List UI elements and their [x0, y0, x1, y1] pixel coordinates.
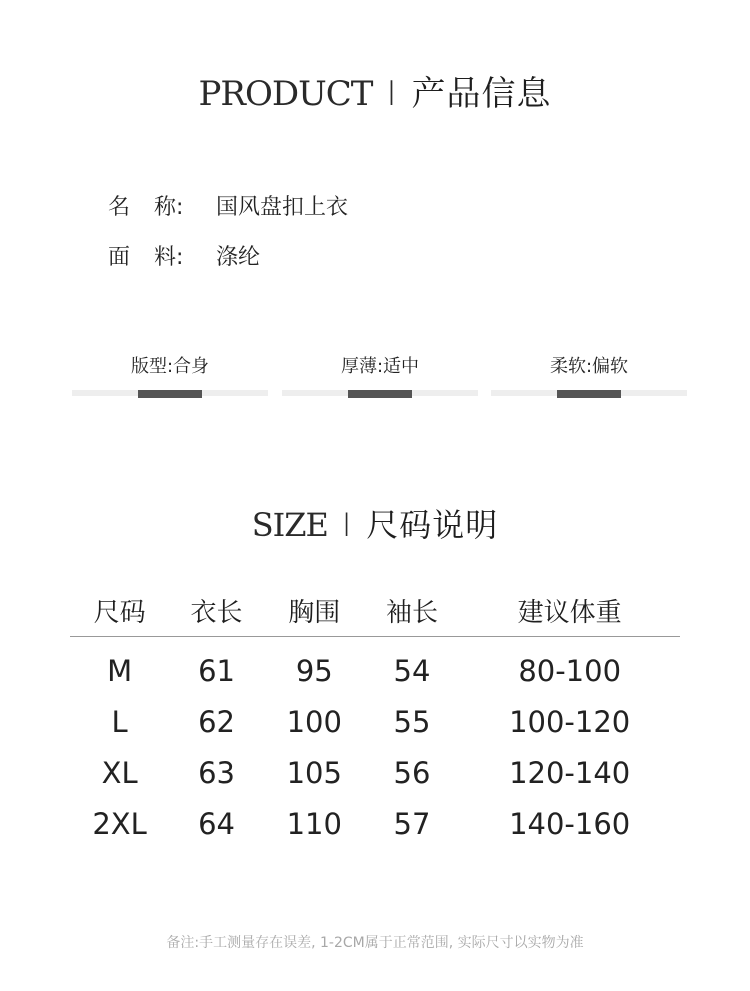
table-cell: 95: [295, 653, 333, 688]
attribute-label: 厚薄:: [340, 356, 384, 377]
table-cell: 105: [286, 755, 342, 790]
product-fabric-value: 涤纶: [216, 245, 261, 270]
product-name-value: 国风盘扣上衣: [216, 195, 349, 220]
product-fabric-label: [108, 240, 216, 271]
fabric-label-char: 料:: [154, 245, 184, 270]
attribute-value: 适中: [383, 356, 420, 377]
name-label-char: 名: [108, 195, 131, 220]
title-separator: I: [341, 506, 353, 544]
attribute-label: 版型:: [130, 356, 174, 377]
table-cell: 57: [393, 806, 431, 841]
table-cell: M: [107, 653, 133, 688]
attribute-softness: [491, 352, 687, 380]
table-cell: L: [111, 704, 128, 739]
attribute-label: 柔软:: [549, 356, 593, 377]
table-cell: 100-120: [509, 704, 631, 739]
column-header: 胸围: [264, 590, 365, 637]
table-cell: 54: [393, 653, 431, 688]
table-cell: 55: [393, 704, 431, 739]
table-cell: 64: [198, 806, 235, 841]
table-cell: 63: [198, 755, 235, 790]
product-fabric-row: [108, 240, 260, 271]
size-section-title: [0, 500, 750, 546]
table-cell: 61: [198, 653, 235, 688]
column-header: 袖长: [365, 590, 460, 637]
name-label-char: 称:: [154, 195, 184, 220]
table-cell: 120-140: [509, 755, 631, 790]
attribute-value: 偏软: [592, 356, 629, 377]
attribute-thickness: [282, 352, 478, 380]
table-cell: XL: [101, 755, 138, 790]
column-header: 衣长: [169, 590, 264, 637]
product-title-zh: 产品信息: [411, 74, 552, 114]
attribute-level-bar: [557, 390, 621, 398]
table-cell: 2XL: [92, 806, 147, 841]
product-name-label: [108, 190, 216, 221]
attribute-level-bar: [138, 390, 202, 398]
fabric-label-char: 面: [108, 245, 131, 270]
title-separator: I: [386, 74, 398, 114]
table-row: [70, 696, 680, 747]
table-cell: 100: [286, 704, 342, 739]
attribute-fit: [72, 352, 268, 380]
table-cell: 56: [393, 755, 431, 790]
table-cell: 62: [198, 704, 235, 739]
table-cell: 140-160: [509, 806, 631, 841]
table-row: [70, 798, 680, 849]
table-row: [70, 747, 680, 798]
size-table-header: [70, 590, 680, 637]
measurement-note: 备注:手工测量存在误差, 1-2CM属于正常范围, 实际尺寸以实物为准: [166, 935, 584, 951]
table-row: [70, 637, 680, 697]
product-name-row: [108, 190, 348, 221]
column-header: 尺码: [70, 590, 169, 637]
size-title-zh: 尺码说明: [366, 506, 499, 544]
table-cell: 110: [286, 806, 342, 841]
product-section-title: [0, 66, 750, 115]
table-cell: 80-100: [518, 653, 622, 688]
column-header: 建议体重: [459, 590, 680, 637]
attribute-level-bar: [348, 390, 412, 398]
attribute-value: 合身: [173, 356, 210, 377]
product-title-en: PRODUCT: [198, 74, 373, 114]
size-title-en: SIZE: [251, 506, 328, 544]
size-table: [70, 590, 680, 849]
